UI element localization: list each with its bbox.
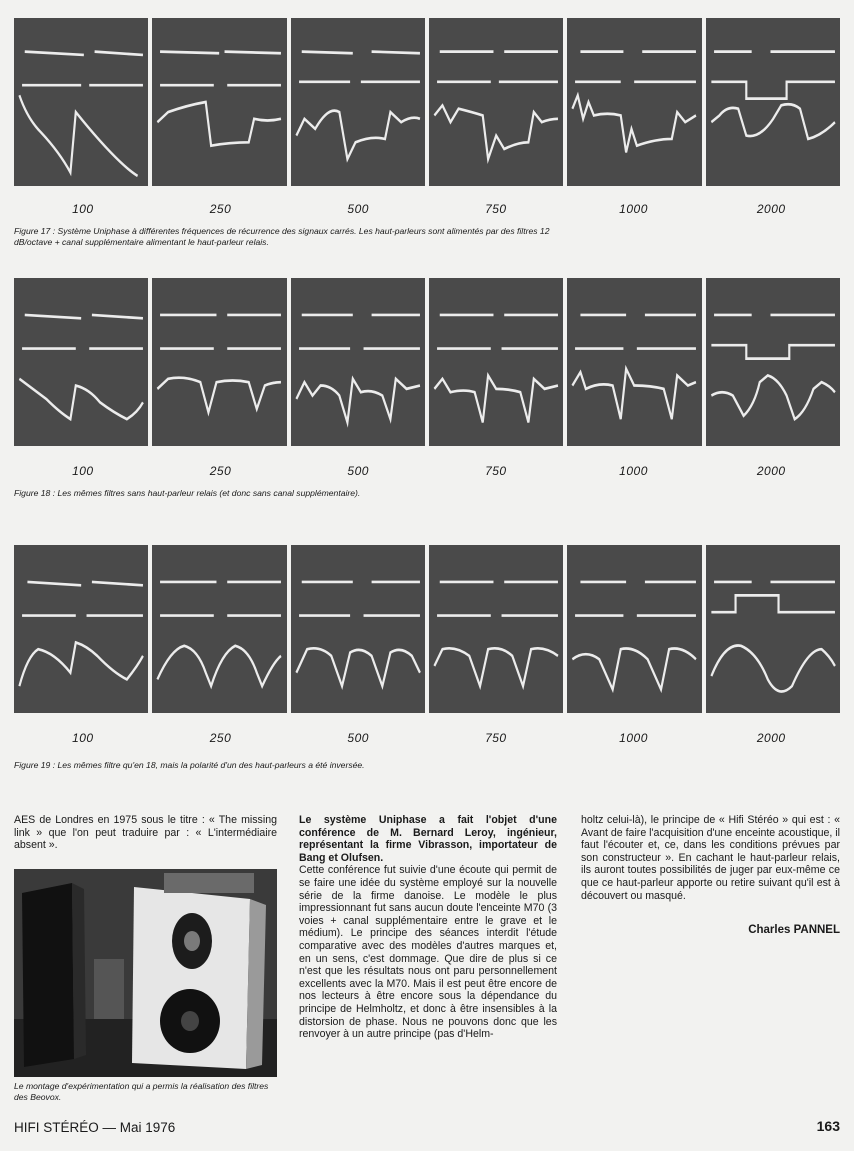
oscillogram bbox=[14, 18, 148, 186]
frequency-label: 500 bbox=[347, 731, 369, 745]
speaker-photo-illustration bbox=[14, 869, 277, 1077]
oscillogram bbox=[429, 18, 563, 186]
figure-17-frequency-labels bbox=[14, 202, 840, 216]
article-paragraph: Cette conférence fut suivie d'une écoute qui permit de se faire une idée du système employé sur la nouvelle série de la firme danoise. Le modèle le plus impressionnant fut sans aucun doute l'enceinte M70 (3 voies + canal supplémentaire entre le grave et le médium). Le principe des séances interdit l'étude comparative avec des modèles d'autres marques et, en un sens, c'est dommage. Que dire de plus si ce n'est que les résultats nous ont paru personnellement excellents avec la M70. Mais il est peut être encore de nos lecteurs à être encore sous la dépendance du principe de Helmholtz, et donc à être insensibles à la distorsion de phase. Nous ne pouvons donc que les renvoyer à un autre principe (pas d'Helm- bbox=[299, 864, 557, 1041]
oscillogram bbox=[152, 545, 286, 713]
figure-19-caption: Figure 19 : Les mêmes filtre qu'en 18, mais la polarité d'un des haut-parleurs a été inversée. bbox=[14, 760, 365, 770]
frequency-label: 2000 bbox=[756, 464, 786, 478]
oscillogram bbox=[14, 545, 148, 713]
frequency-label: 750 bbox=[485, 464, 507, 478]
oscillogram bbox=[14, 278, 148, 446]
page-number: 163 bbox=[816, 1118, 840, 1134]
article-lead-paragraph: Le système Uniphase a fait l'objet d'une conférence de M. Bernard Leroy, ingénieur, représentant la firme Vibrasson, importateur de Bang et Olufsen. bbox=[299, 814, 557, 864]
figure-18-oscillograms bbox=[14, 278, 840, 446]
frequency-label: 250 bbox=[209, 731, 232, 745]
author-signature: Charles PANNEL bbox=[748, 924, 840, 936]
frequency-label: 250 bbox=[209, 202, 232, 216]
frequency-label: 100 bbox=[72, 464, 94, 478]
frequency-label: 750 bbox=[485, 202, 507, 216]
footer-publication: HIFI STÉRÉO — Mai 1976 bbox=[14, 1120, 176, 1135]
oscillogram bbox=[706, 18, 840, 186]
article-column-3 bbox=[581, 814, 840, 902]
article-column-1 bbox=[14, 814, 277, 852]
frequency-label: 500 bbox=[347, 464, 369, 478]
oscillogram bbox=[429, 545, 563, 713]
figure-17-oscillograms bbox=[14, 18, 840, 186]
figure-17-caption: Figure 17 : Système Uniphase à différentes fréquences de récurrence des signaux carrés. Les haut-parleurs sont alimentés par des filtres 12 dB/octave + canal supplémentaire alimentant le haut-parleur relais. bbox=[14, 226, 550, 247]
photo-caption: Le montage d'expérimentation qui a permis la réalisation des filtres des Beovox. bbox=[14, 1081, 269, 1102]
oscillogram bbox=[706, 278, 840, 446]
frequency-label: 750 bbox=[485, 731, 507, 745]
oscillogram bbox=[291, 278, 425, 446]
frequency-label: 2000 bbox=[756, 202, 786, 216]
frequency-label: 1000 bbox=[619, 464, 648, 478]
oscillogram bbox=[567, 278, 701, 446]
frequency-label: 500 bbox=[347, 202, 369, 216]
frequency-label: 1000 bbox=[619, 731, 648, 745]
oscillogram bbox=[152, 18, 286, 186]
frequency-label: 100 bbox=[72, 202, 94, 216]
oscillogram bbox=[567, 545, 701, 713]
figure-19-oscillograms bbox=[14, 545, 840, 713]
frequency-label: 100 bbox=[72, 731, 94, 745]
frequency-label: 1000 bbox=[619, 202, 648, 216]
frequency-label: 2000 bbox=[756, 731, 786, 745]
oscillogram bbox=[291, 545, 425, 713]
article-column-2 bbox=[299, 814, 557, 1041]
figure-19-frequency-labels bbox=[14, 731, 840, 745]
frequency-label: 250 bbox=[209, 464, 232, 478]
oscillogram bbox=[706, 545, 840, 713]
oscillogram bbox=[429, 278, 563, 446]
article-paragraph: AES de Londres en 1975 sous le titre : « The missing link » que l'on peut traduire par : « L'intermédiaire absent ». bbox=[14, 814, 277, 852]
oscillogram bbox=[567, 18, 701, 186]
experiment-photo bbox=[14, 869, 277, 1077]
figure-18-caption: Figure 18 : Les mêmes filtres sans haut-parleur relais (et donc sans canal supplémentaire). bbox=[14, 488, 361, 498]
figure-18-frequency-labels bbox=[14, 464, 840, 478]
oscillogram bbox=[152, 278, 286, 446]
article-paragraph: holtz celui-là), le principe de « Hifi Stéréo » qui est : « Avant de faire l'acquisition d'une enceinte acoustique, il faut l'écouter et, ce, dans les conditions prévues par son constructeur ». En cachant le haut-parleur relais, ils auront toutes possibilités de juger par eux-même ce que ce haut-parleur apporte ou retire suivant qu'il est à découvert ou masqué. bbox=[581, 814, 840, 902]
oscillogram bbox=[291, 18, 425, 186]
